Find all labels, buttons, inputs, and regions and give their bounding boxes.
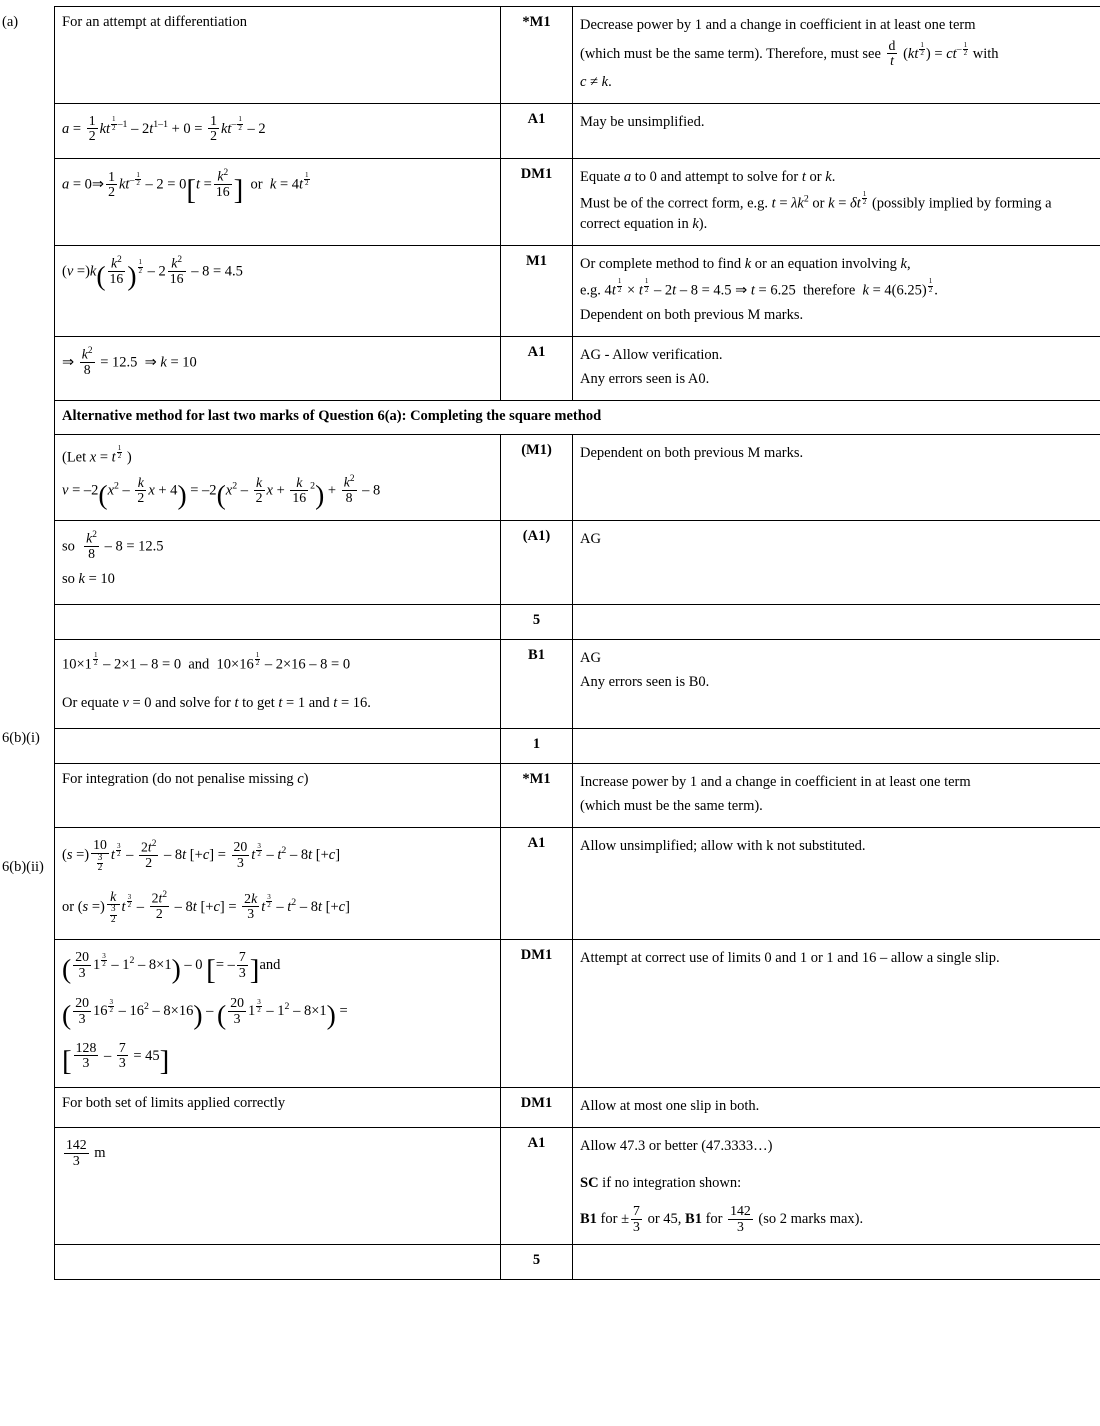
scheme-text: For an attempt at differentiation	[62, 14, 247, 30]
mark-code: M1	[501, 246, 573, 336]
table-row-total	[55, 1245, 1100, 1280]
table-row	[55, 828, 1100, 940]
scheme-cell	[55, 246, 501, 336]
scheme-cell	[55, 434, 501, 520]
scheme-math: (Let x = t $^{\frac{1}{2}}$ )	[62, 443, 132, 466]
total-marks: 5	[501, 604, 573, 639]
note-line: Must be of the correct form, e.g. $t = \lambda k^2$ or k = δt $^{\frac{1}{2}}$ (possibly implied by forming a correct equation in k).	[580, 189, 1052, 233]
notes-cell	[573, 434, 1100, 520]
scheme-cell	[55, 828, 501, 940]
scheme-cell	[2, 639, 501, 746]
scheme-math: (s =) $\frac{10}{\frac{3}{2}}$ t $^{\frac{3}{2}}$ – $\frac{2t^2}{2}$ – 8t [+c] = $\frac{20}{3}$ t $^{\frac{3}{2}}$ – $t^2 - 8t$ [+c]	[62, 837, 341, 874]
mark-code: *M1	[501, 7, 573, 104]
scheme-math: 10×1 $^{\frac{1}{2}}$ – 2×1 – 8 = 0 and 10×16 $^{\frac{1}{2}}$ – 2×16 – 8 = 0	[62, 650, 351, 673]
empty-cell	[573, 604, 1100, 639]
table-row	[55, 246, 1100, 336]
note-line: Or complete method to find k or an equation involving k,	[580, 256, 911, 273]
mark-code: B1	[501, 639, 573, 728]
note-line: AG - Allow verification.	[580, 346, 723, 363]
mark-code: DM1	[501, 158, 573, 245]
alternative-method-heading: Alternative method for last two marks of Question 6(a): Completing the square method	[55, 400, 1100, 434]
total-marks: 1	[501, 729, 573, 764]
mark-code: (A1)	[501, 521, 573, 605]
table-row	[55, 639, 1100, 728]
note-line: B1 for ± $\frac{7}{3}$ or 45, B1 for $\frac{142}{3}$ (so 2 marks max).	[580, 1203, 864, 1234]
scheme-cell	[55, 158, 501, 245]
table-row-total	[55, 729, 1100, 764]
mark-code: *M1	[501, 764, 573, 828]
table-row-alt-heading	[55, 400, 1100, 434]
note-line: (which must be the same term). Therefore, must see $\frac{d}{t}$ (kt $^{\frac{1}{2}}$ ) = $ct^{- \frac{1}{2}}$ with	[580, 38, 999, 69]
note-line: AG	[580, 531, 601, 548]
note-line: Equate a to 0 and attempt to solve for t or k.	[580, 168, 836, 185]
scheme-cell	[55, 521, 501, 605]
total-marks: 5	[501, 1245, 573, 1280]
scheme-cell	[2, 7, 501, 104]
notes-cell	[573, 158, 1100, 245]
scheme-math: (v =)k( $\frac{k^2}{16}$ ) $^{\frac{1}{2}}$ – 2 $\frac{k^2}{16}$ – 8 = 4.5	[62, 255, 243, 291]
notes-cell	[573, 103, 1100, 158]
mark-code: (M1)	[501, 434, 573, 520]
note-line: Increase power by 1 and a change in coefficient in at least one term	[580, 774, 971, 791]
scheme-math: [ $\frac{128}{3}$ – $\frac{7}{3}$ = 45]	[62, 1039, 170, 1077]
scheme-text: For both set of limits applied correctly	[62, 1095, 286, 1112]
notes-cell	[573, 639, 1100, 728]
notes-cell	[573, 828, 1100, 940]
note-line: SC if no integration shown:	[580, 1175, 742, 1192]
scheme-cell	[55, 103, 501, 158]
question-label-b-ii: 6(b)(ii)	[2, 859, 44, 875]
scheme-math: ⇒ $\frac{k^2}{8}$ = 12.5 ⇒ k = 10	[62, 345, 197, 377]
notes-cell	[573, 940, 1100, 1088]
question-label-b-i: 6(b)(i)	[2, 730, 40, 746]
note-line: Dependent on both previous M marks.	[580, 444, 804, 461]
empty-cell	[55, 604, 501, 639]
note-line: Any errors seen is B0.	[580, 673, 710, 690]
empty-cell	[573, 1245, 1100, 1280]
notes-cell	[573, 764, 1100, 828]
notes-cell	[573, 336, 1100, 400]
scheme-math: $v = -2(x^2$ – $\frac{k}{2}$ $x + 4) = -2(x^2$ – $\frac{k}{2}$ x + $\frac{k}{16}$ $^2$) + $\frac{k^2}{8}$ – 8	[62, 474, 381, 510]
table-row	[55, 336, 1100, 400]
ddt-fraction: $\frac{d}{t}$	[888, 38, 896, 69]
mark-scheme-table	[2, 6, 1100, 1280]
question-label-a: (a)	[2, 14, 19, 30]
note-line: Any errors seen is A0.	[580, 370, 710, 387]
scheme-math: a = 0⇒ $\frac{1}{2}$ $kt^{- \frac{1}{2}}$ – 2 = 0[t = $\frac{k^2}{16}$ ] or k = 4t $^{\frac{1}{2}}$	[62, 167, 309, 206]
table-row	[55, 764, 1100, 828]
scheme-alt-text: Or equate v = 0 and solve for t to get t = 1 and t = 16.	[62, 695, 371, 712]
notes-cell	[573, 7, 1100, 104]
scheme-text: For integration (do not penalise missing c)	[62, 771, 309, 788]
notes-cell	[573, 246, 1100, 336]
note-line: (which must be the same term).	[580, 798, 763, 815]
scheme-math: $\frac{142}{3}$ m	[66, 1137, 106, 1168]
table-row	[55, 103, 1100, 158]
table-row	[55, 1088, 1100, 1128]
scheme-cell	[55, 336, 501, 400]
scheme-math: or (s =) $\frac{k}{\frac{3}{2}}$ t $^{\frac{3}{2}}$ – $\frac{2t^2}{2}$ – 8t [+c] = $\frac{2k}{3}$ t $^{\frac{3}{2}}$ – $t^2 - 8t$ [+c]	[62, 888, 350, 925]
mark-code: DM1	[501, 940, 573, 1088]
table-row	[55, 158, 1100, 245]
note-line: Decrease power by 1 and a change in coefficient in at least one term	[580, 17, 976, 33]
note-line: Allow at most one slip in both.	[580, 1098, 760, 1115]
scheme-cell	[55, 1088, 501, 1128]
table-row	[55, 7, 1100, 104]
scheme-cell	[55, 1128, 501, 1245]
note-line: Allow 47.3 or better (47.3333…)	[580, 1138, 773, 1155]
note-line: Allow unsimplified; allow with k not substituted.	[580, 838, 866, 855]
mark-code: DM1	[501, 1088, 573, 1128]
table-row	[55, 521, 1100, 605]
empty-cell	[55, 1245, 501, 1280]
scheme-math: ( $\frac{20}{3}$ 1 $^{\frac{3}{2}}$ – $1^2 - 8\times 1) - 0$ [= – $\frac{7}{3}$ ]and	[62, 949, 281, 987]
note-line: May be unsimplified.	[580, 113, 705, 130]
note-line: Attempt at correct use of limits 0 and 1 or 1 and 16 – allow a single slip.	[580, 950, 1000, 967]
note-line: e.g. 4t $^{\frac{1}{2}}$ × t $^{\frac{1}{2}}$ – 2t – 8 = 4.5 ⇒ t = 6.25 therefore k = 4(6.25) $^{\frac{1}{2}}$ .	[580, 277, 938, 299]
note-line: Dependent on both previous M marks.	[580, 306, 804, 323]
note-line: AG	[580, 649, 601, 666]
scheme-math: a = $\frac{1}{2}$ kt $^{\frac{1}{2} -1} - 2t^{1-1} + 0$ = $\frac{1}{2}$ $kt^{- \frac{1}{2}}$ – 2	[62, 112, 266, 144]
table-row	[55, 940, 1100, 1088]
notes-cell	[573, 1128, 1100, 1245]
scheme-math: ( $\frac{20}{3}$ 16 $^{\frac{3}{2}}$ – $16^2 - 8\times 16$) – ( $\frac{20}{3}$ 1 $^{\frac{3}{2}}$ – $1^2 - 8\times 1$) =	[62, 995, 348, 1031]
mark-code: A1	[501, 336, 573, 400]
note-line: c ≠ k.	[580, 73, 612, 90]
mark-code: A1	[501, 1128, 573, 1245]
scheme-cell	[55, 940, 501, 1088]
notes-cell	[573, 1088, 1100, 1128]
scheme-math: so $\frac{k^2}{8}$ – 8 = 12.5	[62, 530, 164, 562]
empty-cell	[55, 729, 501, 764]
table-row	[55, 434, 1100, 520]
notes-cell	[573, 521, 1100, 605]
mark-code: A1	[501, 103, 573, 158]
mark-code: A1	[501, 828, 573, 940]
table-row	[55, 1128, 1100, 1245]
empty-cell	[573, 729, 1100, 764]
scheme-math: so k = 10	[62, 570, 115, 587]
table-row-total	[55, 604, 1100, 639]
